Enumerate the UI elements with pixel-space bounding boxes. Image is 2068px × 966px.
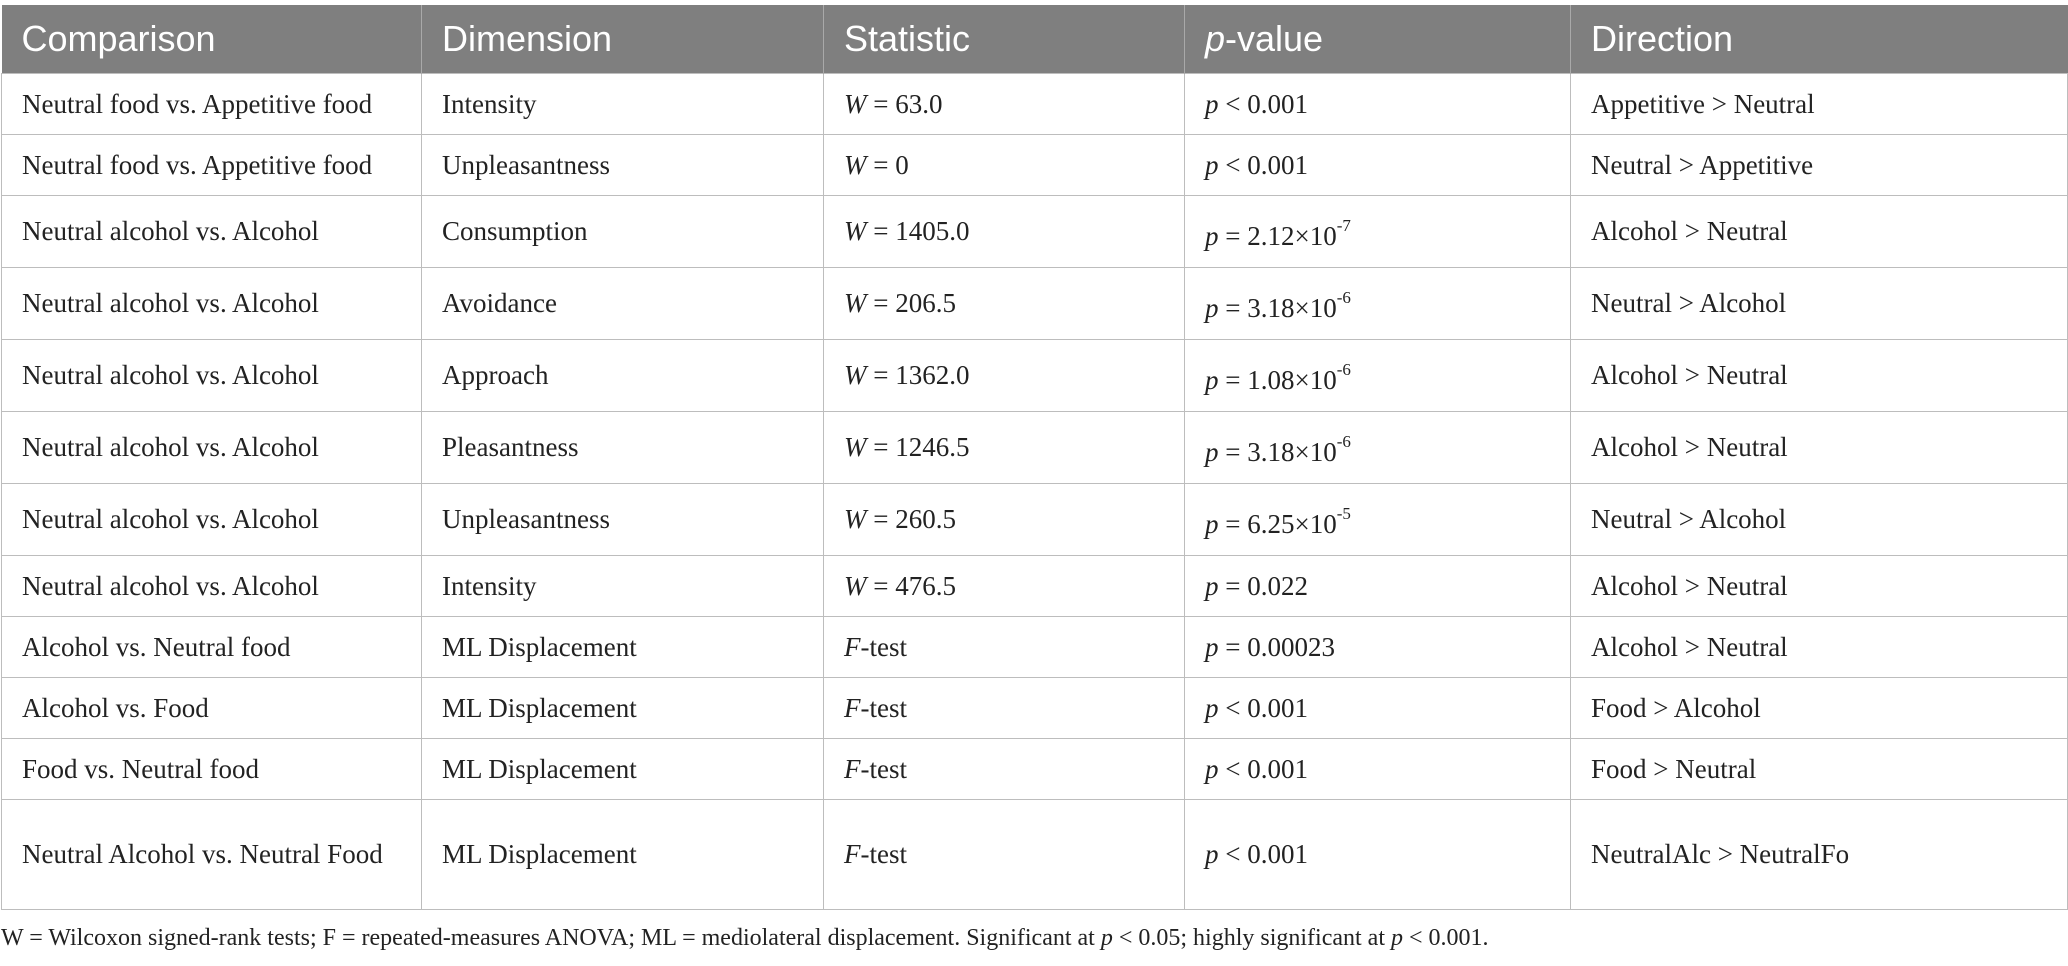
cell-direction: Food > Alcohol — [1571, 678, 2068, 739]
header-p-value — [1185, 5, 1571, 74]
p-value-text — [1205, 432, 1351, 467]
cell-direction: Alcohol > Neutral — [1571, 556, 2068, 617]
p-exponent: -6 — [1336, 432, 1351, 451]
cell-p-value — [1185, 135, 1571, 196]
p-value-text — [1205, 571, 1308, 601]
header-dimension: Dimension — [422, 5, 824, 74]
p-operator: = 0.00023 — [1218, 631, 1335, 662]
cell-dimension: ML Displacement — [422, 617, 824, 678]
cell-statistic — [824, 556, 1185, 617]
stat-symbol: W — [844, 360, 867, 390]
stat-symbol: W — [844, 216, 867, 246]
cell-statistic — [824, 74, 1185, 135]
cell-comparison: Alcohol vs. Neutral food — [2, 617, 422, 678]
cell-p-value — [1185, 739, 1571, 800]
table-row — [2, 617, 2068, 678]
cell-direction: Alcohol > Neutral — [1571, 196, 2068, 268]
stat-value: = 1246.5 — [866, 432, 970, 462]
cell-dimension: Pleasantness — [422, 412, 824, 484]
header-row — [2, 5, 2068, 74]
stat-symbol: W — [844, 288, 867, 318]
p-letter: p — [1205, 221, 1219, 251]
stat-value: -test — [860, 753, 907, 784]
table-row — [2, 556, 2068, 617]
p-operator: = 6.25×10 — [1218, 509, 1337, 539]
cell-comparison: Food vs. Neutral food — [2, 739, 422, 800]
cell-comparison: Neutral Alcohol vs. Neutral Food — [2, 800, 422, 910]
table-row — [2, 340, 2068, 412]
p-value-text — [1205, 216, 1351, 251]
table-row — [2, 739, 2068, 800]
cell-direction: Neutral > Alcohol — [1571, 484, 2068, 556]
cell-p-value — [1185, 412, 1571, 484]
table-footnote — [1, 925, 1489, 952]
cell-p-value — [1185, 617, 1571, 678]
cell-dimension: ML Displacement — [422, 800, 824, 910]
p-exponent: -6 — [1336, 288, 1351, 307]
footnote-mid: < 0.05; highly significant at — [1112, 925, 1391, 951]
p-letter: p — [1205, 753, 1219, 784]
footnote-p2: p — [1391, 925, 1403, 951]
p-letter: p — [1205, 570, 1219, 601]
p-operator: < 0.001 — [1218, 149, 1308, 180]
p-value-text — [1205, 754, 1308, 784]
p-letter: p — [1205, 509, 1219, 539]
cell-dimension: ML Displacement — [422, 739, 824, 800]
cell-comparison: Neutral alcohol vs. Alcohol — [2, 268, 422, 340]
p-operator: = 0.022 — [1218, 570, 1308, 601]
p-operator: = 1.08×10 — [1218, 365, 1337, 395]
p-letter: p — [1205, 293, 1219, 323]
cell-direction: Alcohol > Neutral — [1571, 340, 2068, 412]
p-letter: p — [1205, 631, 1219, 662]
cell-comparison: Neutral food vs. Appetitive food — [2, 74, 422, 135]
stat-value: -test — [860, 839, 907, 869]
stat-symbol: W — [844, 504, 867, 534]
table-body — [2, 74, 2068, 910]
p-value-text — [1205, 288, 1351, 323]
cell-p-value — [1185, 196, 1571, 268]
cell-dimension: Approach — [422, 340, 824, 412]
p-operator: < 0.001 — [1218, 839, 1308, 869]
p-value-text — [1205, 839, 1308, 869]
cell-statistic — [824, 196, 1185, 268]
cell-comparison: Neutral alcohol vs. Alcohol — [2, 484, 422, 556]
stat-value: = 1362.0 — [866, 360, 970, 390]
p-letter: p — [1205, 149, 1219, 180]
p-value-text — [1205, 89, 1308, 119]
cell-statistic — [824, 340, 1185, 412]
p-operator: = 2.12×10 — [1218, 221, 1337, 251]
stat-symbol: F — [844, 692, 861, 723]
cell-comparison: Alcohol vs. Food — [2, 678, 422, 739]
cell-dimension: Avoidance — [422, 268, 824, 340]
stat-value: = 63.0 — [866, 88, 943, 119]
stat-value: = 0 — [866, 149, 909, 180]
stat-value: = 206.5 — [866, 288, 956, 318]
table-row — [2, 484, 2068, 556]
table-row — [2, 74, 2068, 135]
results-table — [1, 5, 2068, 910]
p-operator: < 0.001 — [1218, 88, 1308, 119]
stat-symbol: W — [844, 149, 867, 180]
cell-direction: Food > Neutral — [1571, 739, 2068, 800]
stat-symbol: F — [844, 753, 861, 784]
footnote-p1: p — [1100, 925, 1113, 951]
cell-p-value — [1185, 268, 1571, 340]
p-value-text — [1205, 504, 1351, 539]
header-statistic: Statistic — [824, 5, 1185, 74]
cell-comparison: Neutral food vs. Appetitive food — [2, 135, 422, 196]
table-row — [2, 196, 2068, 268]
cell-comparison: Neutral alcohol vs. Alcohol — [2, 412, 422, 484]
cell-p-value — [1185, 678, 1571, 739]
cell-statistic — [824, 484, 1185, 556]
cell-p-value — [1185, 800, 1571, 910]
stat-symbol: W — [844, 432, 867, 462]
cell-statistic — [824, 739, 1185, 800]
cell-dimension: Intensity — [422, 74, 824, 135]
cell-direction: Alcohol > Neutral — [1571, 617, 2068, 678]
header-p-rest: -value — [1225, 18, 1324, 59]
p-value-text — [1205, 360, 1351, 395]
cell-p-value — [1185, 74, 1571, 135]
stat-value: -test — [860, 692, 907, 723]
stat-symbol: W — [844, 88, 867, 119]
header-comparison: Comparison — [2, 5, 422, 74]
p-value-text — [1205, 632, 1335, 662]
cell-direction: Alcohol > Neutral — [1571, 412, 2068, 484]
p-letter: p — [1205, 839, 1219, 869]
stat-symbol: F — [844, 839, 861, 869]
table-row — [2, 412, 2068, 484]
cell-direction: NeutralAlc > NeutralFo — [1571, 800, 2068, 910]
stat-value: = 1405.0 — [866, 216, 970, 246]
p-value-text — [1205, 150, 1308, 180]
cell-direction: Appetitive > Neutral — [1571, 74, 2068, 135]
p-exponent: -6 — [1336, 360, 1351, 379]
cell-comparison: Neutral alcohol vs. Alcohol — [2, 556, 422, 617]
p-letter: p — [1205, 88, 1219, 119]
cell-comparison: Neutral alcohol vs. Alcohol — [2, 196, 422, 268]
cell-dimension: Consumption — [422, 196, 824, 268]
p-operator: < 0.001 — [1218, 753, 1308, 784]
header-direction: Direction — [1571, 5, 2068, 74]
p-letter: p — [1205, 365, 1219, 395]
cell-dimension: Intensity — [422, 556, 824, 617]
cell-statistic — [824, 800, 1185, 910]
table-row — [2, 800, 2068, 910]
cell-p-value — [1185, 484, 1571, 556]
footnote-end: < 0.001. — [1403, 925, 1489, 951]
p-letter: p — [1205, 692, 1219, 723]
p-operator: = 3.18×10 — [1218, 293, 1337, 323]
stat-symbol: W — [844, 570, 867, 601]
stat-value: = 476.5 — [866, 570, 956, 601]
footnote-text: W = Wilcoxon signed-rank tests; F = repeated-measures ANOVA; ML = mediolateral displacement. Significant at — [1, 925, 1101, 951]
stat-value: -test — [860, 631, 907, 662]
cell-comparison: Neutral alcohol vs. Alcohol — [2, 340, 422, 412]
cell-direction: Neutral > Appetitive — [1571, 135, 2068, 196]
p-letter: p — [1205, 437, 1219, 467]
p-exponent: -7 — [1336, 216, 1351, 235]
cell-statistic — [824, 412, 1185, 484]
table-row — [2, 678, 2068, 739]
table-row — [2, 135, 2068, 196]
table-row — [2, 268, 2068, 340]
header-p-letter: p — [1205, 18, 1226, 59]
cell-direction: Neutral > Alcohol — [1571, 268, 2068, 340]
stat-symbol: F — [844, 631, 861, 662]
p-operator: = 3.18×10 — [1218, 437, 1337, 467]
cell-statistic — [824, 135, 1185, 196]
cell-p-value — [1185, 340, 1571, 412]
cell-statistic — [824, 268, 1185, 340]
cell-statistic — [824, 617, 1185, 678]
cell-dimension: Unpleasantness — [422, 135, 824, 196]
p-operator: < 0.001 — [1218, 692, 1308, 723]
cell-dimension: ML Displacement — [422, 678, 824, 739]
cell-dimension: Unpleasantness — [422, 484, 824, 556]
p-value-text — [1205, 693, 1308, 723]
stat-value: = 260.5 — [866, 504, 956, 534]
cell-statistic — [824, 678, 1185, 739]
cell-p-value — [1185, 556, 1571, 617]
p-exponent: -5 — [1336, 504, 1351, 523]
